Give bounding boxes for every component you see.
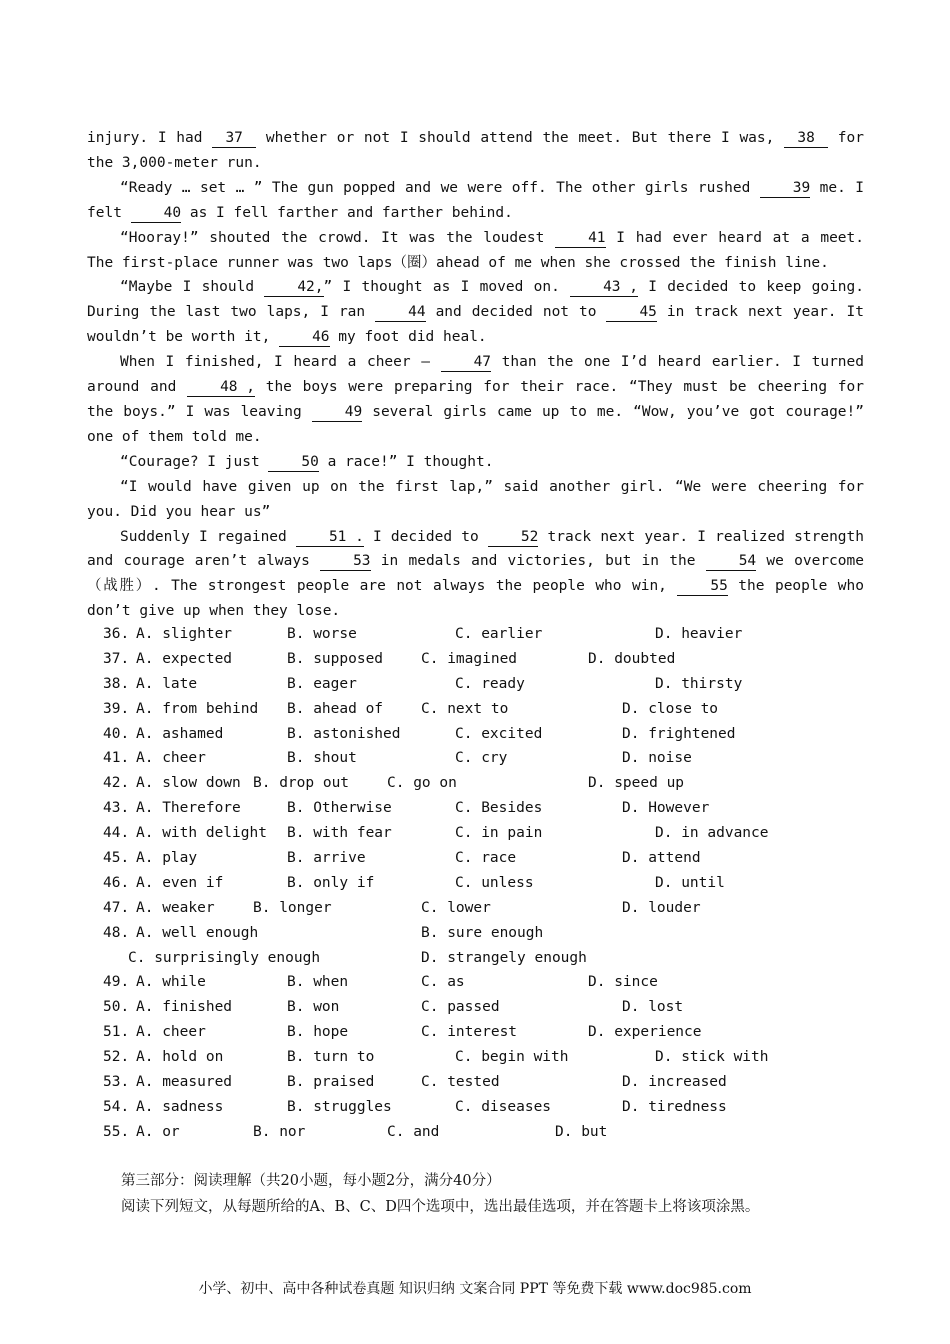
blank-43: 43 , (570, 279, 638, 297)
option-row-51: 51. A. cheer B. hope C. interest D. experience (103, 1024, 702, 1041)
blank-53: 53 (320, 553, 370, 571)
paragraph-7: “I would have given up on the first lap,” said another girl. “We were cheering for you. Did you hear us” (87, 478, 864, 520)
reading-section-header (121, 1168, 759, 1220)
option-row-47: 47. A. weaker B. longer C. lower D. louder (103, 899, 701, 916)
blank-47: 47 (441, 354, 491, 372)
cloze-passage (87, 126, 864, 624)
blank-52: 52 (488, 529, 538, 547)
option-row-36: 36. A. slighter B. worse C. earlier D. heavier (103, 626, 743, 642)
blank-44: 44 (375, 304, 425, 322)
blank-45: 45 (606, 304, 656, 322)
option-row-53: 53. A. measured B. praised C. tested D. increased (103, 1074, 727, 1091)
paragraph-6: “Courage? I just 50 a race!” I thought. (120, 453, 494, 470)
paragraph-5: When I finished, I heard a cheer — 47 than the one I’d heard earlier. I turned around and 48 , the boys were preparing for their race. “They must be cheering for the boys.” I was leaving 49 several girls came up to me. “Wow, you’ve got courage!” one of them told me. (87, 354, 864, 445)
blank-42: 42, (264, 279, 323, 297)
paragraph-1: injury. I had 37 whether or not I should attend the meet. But there I was, 38 for the 3,000-meter run. (87, 130, 865, 171)
option-row-43: 43. A. Therefore B. Otherwise C. Besides D. However (103, 800, 710, 817)
paragraph-2: “Ready … set … ” The gun popped and we were off. The other girls rushed 39 me. I felt 40 as I fell farther and farther behind. (87, 179, 864, 221)
option-row-45: 45. A. play B. arrive C. race D. attend (103, 850, 701, 867)
blank-41: 41 (555, 230, 605, 248)
blank-48: 48 , (187, 379, 255, 397)
option-row-54: 54. A. sadness B. struggles C. diseases D. tiredness (103, 1098, 727, 1115)
blank-54: 54 (706, 553, 756, 571)
page-footer: 小学、初中、高中各种试卷真题 知识归纳 文案合同 PPT 等免费下载 www.doc985.com (198, 1281, 752, 1297)
option-row-37: 37. A. expected B. supposed C. imagined D. doubted (103, 650, 676, 667)
options-list (87, 622, 887, 1145)
option-row-41: 41. A. cheer B. shout C. cry D. noise (103, 750, 692, 767)
blank-49: 49 (312, 404, 362, 422)
option-row-42: 42. A. slow down B. drop out C. go on D. speed up (103, 775, 685, 792)
option-row-52: 52. A. hold on B. turn to C. begin with D. stick with (103, 1049, 769, 1066)
option-row-48: 48. A. well enough B. sure enough (103, 924, 544, 941)
paragraph-4: “Maybe I should 42,” I thought as I moved on. 43 , I decided to keep going. During the last two laps, I ran 44 and decided not to 45 in track next year. It wouldn’t be worth it, 46 my foot did heal. (87, 279, 864, 346)
paragraph-8: Suddenly I regained 51 . I decided to 52 track next year. I realized strength and courage aren’t always 53 in medals and victories, but in the 54 we overcome（战胜）. The strongest people are not always the people who win, 55 the people who don’t give up when they lose. (87, 528, 864, 620)
option-row-44: 44. A. with delight B. with fear C. in pain D. in advance (103, 825, 769, 842)
blank-50: 50 (268, 454, 318, 472)
option-row-38: 38. A. late B. eager C. ready D. thirsty (103, 675, 743, 692)
option-row-55: 55. A. or B. nor C. and D. but (103, 1123, 608, 1140)
option-row-48-cont: C. surprisingly enough D. strangely enough (128, 949, 587, 966)
blank-39: 39 (760, 180, 810, 198)
section-instruction: 阅读下列短文，从每题所给的A、B、C、D四个选项中，选出最佳选项，并在答题卡上将该项涂黑。 (121, 1199, 760, 1215)
option-row-49: 49. A. while B. when C. as D. since (103, 974, 658, 991)
blank-38: 38 (784, 130, 828, 148)
blank-40: 40 (131, 205, 181, 223)
blank-37: 37 (212, 130, 256, 148)
blank-51: 51 . (296, 529, 364, 547)
option-row-50: 50. A. finished B. won C. passed D. lost (103, 999, 684, 1016)
paragraph-3: “Hooray!” shouted the crowd. It was the loudest 41 I had ever heard at a meet. The first-place runner was two laps（圈）ahead of me when she crossed the finish line. (87, 229, 864, 271)
option-row-40: 40. A. ashamed B. astonished C. excited D. frightened (103, 725, 736, 742)
option-row-39: 39. A. from behind B. ahead of C. next to D. close to (103, 700, 719, 717)
blank-46: 46 (279, 329, 329, 347)
section-title: 第三部分：阅读理解（共20小题，每小题2分，满分40分） (121, 1173, 501, 1189)
blank-55: 55 (677, 578, 727, 596)
option-row-46: 46. A. even if B. only if C. unless D. until (103, 874, 725, 891)
